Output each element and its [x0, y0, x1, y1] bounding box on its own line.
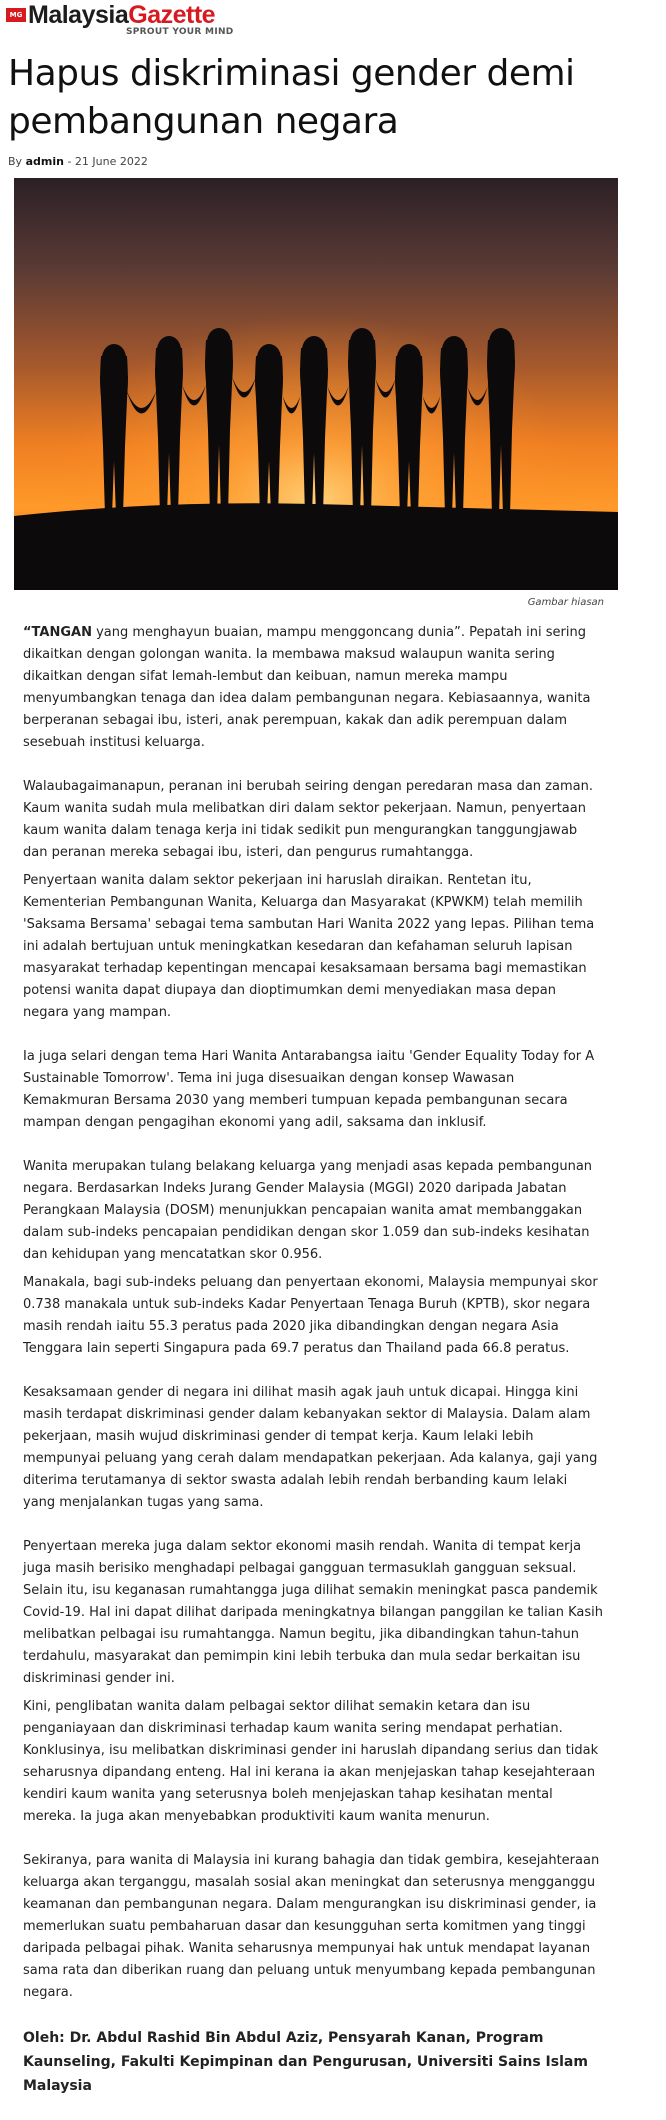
paragraph-4: Ia juga selari dengan tema Hari Wanita Antarabangsa iaitu 'Gender Equality Today for A Sustainable Tomorrow'. Tema ini juga disesuaikan dengan konsep Wawasan Kemakmuran Bersama 2030 yang memberi tumpuan kepada pembangunan secara mampan dengan pengagihan ekonomi yang adil, saksama dan inklusif. — [23, 1049, 595, 1130]
byline — [8, 155, 148, 168]
paragraph-7: Kesaksamaan gender di negara ini dilihat masih agak jauh untuk dicapai. Hingga kini masih terdapat diskriminasi gender dalam kebanyakan sektor di Malaysia. Dalam alam pekerjaan, masih wujud diskriminasi gender di tempat kerja. Kaum lelaki lebih mempunyai peluang yang cerah dalam mendapatkan pekerjaan. Ada kalanya, gaji yang diterima terutamanya di sektor swasta adalah lebih rendah berbanding kaum lelaki yang menjalankan tugas yang sama. — [23, 1385, 598, 1510]
paragraph-3: Penyertaan wanita dalam sektor pekerjaan ini haruslah diraikan. Rentetan itu, Kementerian Pembangunan Wanita, Keluarga dan Masyarakat (KPWKM) telah memilih 'Saksama Bersama' sebagai tema sambutan Hari Wanita 2022 yang lepas. Pilihan tema ini adalah bertujuan untuk meningkatkan kesedaran dan kefahaman seluruh lapisan masyarakat terhadap kepentingan mencapai kesaksamaan bersama bagi memastikan potensi wanita dapat diupaya dan dioptimumkan demi menyediakan masa depan negara yang mampan. — [23, 873, 595, 1020]
paragraph-5: Wanita merupakan tulang belakang keluarga yang menjadi asas kepada pembangunan negara. Berdasarkan Indeks Jurang Gender Malaysia (MGGI) 2020 daripada Jabatan Perangkaan Malaysia (DOSM) menunjukkan pencapaian wanita amat membanggakan dalam sub-indeks pencapaian pendidikan dengan skor 1.059 dan sub-indeks kesihatan dan kehidupan yang mencatatkan skor 0.956. — [23, 1159, 593, 1262]
paragraph-2: Walaubagaimanapun, peranan ini berubah seiring dengan peredaran masa dan zaman. Kaum wanita sudah mula melibatkan diri dalam sektor pekerjaan. Namun, penyertaan kaum wanita dalam tenaga kerja ini tidak sedikit pun mengurangkan tanggungjawab dan peranan mereka sebagai ibu, isteri, dan pengurus rumahtangga. — [23, 779, 593, 860]
article-body — [23, 622, 603, 2120]
paragraph-8: Penyertaan mereka juga dalam sektor ekonomi masih rendah. Wanita di tempat kerja juga masih berisiko menghadapi pelbagai gangguan termasuklah gangguan seksual. Selain itu, isu keganasan rumahtangga juga dilihat semakin meningkat pasca pandemik Covid-19. Hal ini dapat dilihat daripada meningkatnya bilangan panggilan ke talian Kasih melibatkan pelbagai isu rumahtangga. Namun begitu, jika dibandingkan tahun-tahun terdahulu, masyarakat dan pemimpin kini lebih terbuka dan mula sedar berkaitan isu diskriminasi gender ini. — [23, 1539, 603, 1686]
paragraph-1 — [23, 622, 603, 754]
logo-badge: MG — [6, 8, 26, 22]
sunset-silhouette-image — [14, 178, 618, 590]
lead-word: “TANGAN — [23, 625, 92, 640]
article-title: Hapus diskriminasi gender demi pembangunan negara — [8, 53, 575, 142]
publish-date: 21 June 2022 — [74, 155, 148, 168]
paragraph-6: Manakala, bagi sub-indeks peluang dan penyertaan ekonomi, Malaysia mempunyai skor 0.738 manakala untuk sub-indeks Kadar Penyertaan Tenaga Buruh (KPTB), skor negara masih rendah iaitu 55.3 peratus pada 2020 jika dibandingkan dengan negara Asia Tenggara lain seperti Singapura pada 69.7 peratus dan Thailand pada 66.8 peratus. — [23, 1275, 598, 1356]
logo-word-1: Malaysia — [28, 1, 129, 29]
logo-tagline: SPROUT YOUR MIND — [126, 27, 234, 37]
paragraph-10: Sekiranya, para wanita di Malaysia ini kurang bahagia dan tidak gembira, kesejahteraan keluarga akan terganggu, masalah sosial akan meningkat dan seterusnya mengganggu keamanan dan pembangunan negara. Dalam mengurangkan isu diskriminasi gender, ia memerlukan suatu pembaharuan dasar dan kesungguhan serta komitmen yang tinggi daripada pelbagai pihak. Wanita seharusnya mempunyai hak untuk mendapat layanan sama rata dan diberikan ruang dan peluang untuk menyumbang kepada pembangunan negara. — [23, 1853, 600, 2000]
hero-image — [14, 178, 618, 590]
author-note: Oleh: Dr. Abdul Rashid Bin Abdul Aziz, Pensyarah Kanan, Program Kaunseling, Fakulti Kepimpinan dan Pengurusan, Universiti Sains Islam Malaysia — [23, 2030, 588, 2094]
paragraph-1-text: yang menghayun buaian, mampu menggoncang dunia”. Pepatah ini sering dikaitkan dengan golongan wanita. Ia membawa maksud walaupun wanita sering dikaitkan dengan sifat lemah-lembut dan keibuan, namun mereka mampu menyumbangkan tenaga dan idea dalam pembangunan negara. Kebiasaannya, wanita berperanan sebagai ibu, isteri, anak perempuan, kakak dan adik perempuan dalam sesebuah institusi keluarga. — [23, 625, 591, 750]
hill-silhouette — [14, 503, 618, 590]
paragraph-9: Kini, penglibatan wanita dalam pelbagai sektor dilihat semakin ketara dan isu penganiayaan dan diskriminasi terhadap kaum wanita sering mendapat perhatian. Konklusinya, isu melibatkan diskriminasi gender ini haruslah dipandang serius dan tidak seharusnya dipandang enteng. Hal ini kerana ia akan menjejaskan tahap kesejahteraan kendiri kaum wanita yang seterusnya boleh menjejaskan tahap kesihatan mental mereka. Ia juga akan menyebabkan produktiviti kaum wanita menurun. — [23, 1699, 599, 1824]
silhouette-figures — [100, 328, 515, 516]
byline-separator: - — [67, 155, 72, 168]
image-caption: Gambar hiasan — [527, 597, 604, 608]
site-header — [0, 0, 666, 42]
logo-wordmark — [28, 2, 215, 29]
by-label: By — [8, 155, 23, 168]
author-link[interactable]: admin — [25, 155, 64, 168]
logo-word-2: Gazette — [128, 1, 216, 29]
